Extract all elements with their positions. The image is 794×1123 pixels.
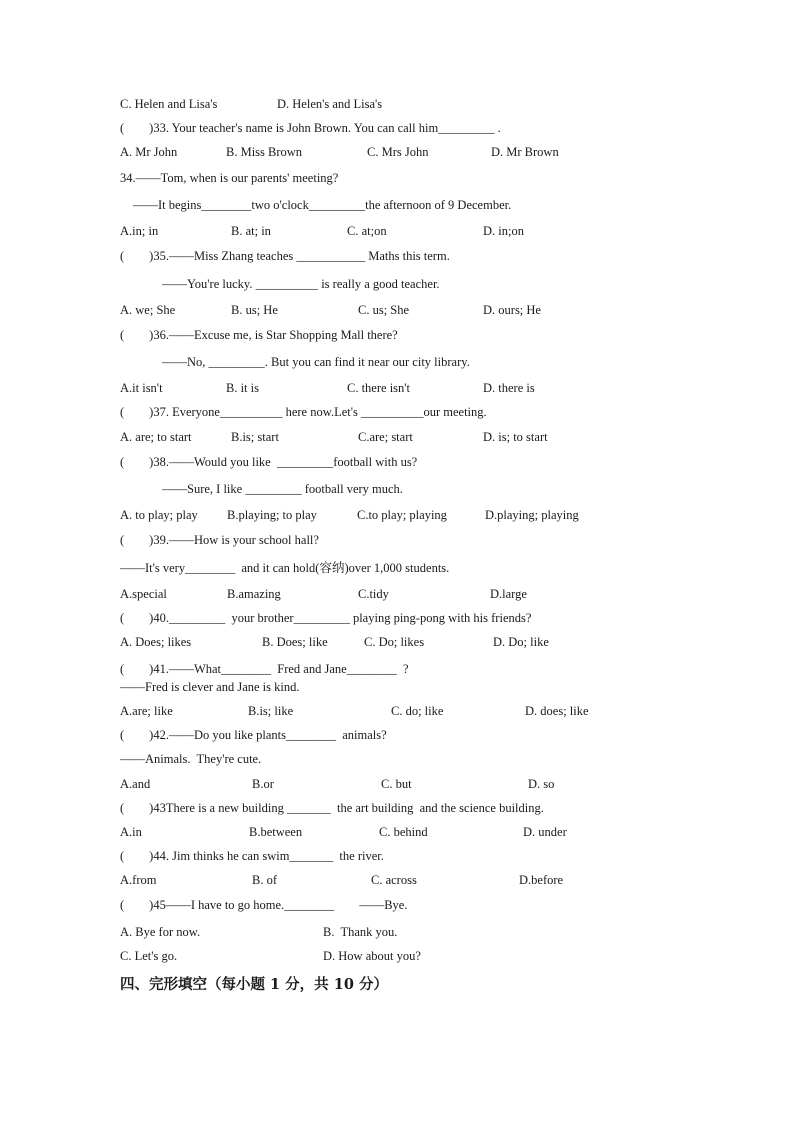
question-text: ——Animals. They're cute.	[120, 752, 262, 766]
answer-option: D. Mr Brown	[491, 145, 559, 159]
answer-option: D. does; like	[525, 704, 589, 718]
answer-option: A.in; in	[120, 224, 159, 238]
answer-option: B.amazing	[227, 587, 281, 601]
answer-option: D.before	[519, 873, 564, 887]
question-text: ( )44. Jim thinks he can swim_______ the river.	[120, 849, 384, 863]
question-text: 34.——Tom, when is our parents' meeting?	[120, 171, 339, 185]
answer-option: D. ours; He	[483, 303, 541, 317]
answer-option: C. across	[371, 873, 417, 887]
question-text: ( )39.——How is your school hall?	[120, 533, 319, 547]
answer-option: B. us; He	[231, 303, 278, 317]
answer-option: A. Mr John	[120, 145, 178, 159]
answer-option: D.large	[490, 587, 527, 601]
answer-option: B.between	[249, 825, 303, 839]
answer-option: D. Helen's and Lisa's	[277, 97, 383, 111]
answer-option: D. so	[528, 777, 555, 791]
answer-option: C.tidy	[358, 587, 389, 601]
answer-option: A.from	[120, 873, 157, 887]
question-text: ——You're lucky. __________ is really a good teacher.	[162, 277, 440, 291]
answer-option: A. are; to start	[120, 430, 192, 444]
answer-option: B. of	[252, 873, 277, 887]
answer-option: C. but	[381, 777, 412, 791]
answer-option: D. is; to start	[483, 430, 548, 444]
answer-option: A. Bye for now.	[120, 925, 201, 939]
answer-option: B. at; in	[231, 224, 271, 238]
answer-option: C.are; start	[358, 430, 413, 444]
answer-option: D. under	[523, 825, 567, 839]
answer-option: C. us; She	[358, 303, 410, 317]
answer-option: B.is; like	[248, 704, 294, 718]
answer-option: A.special	[120, 587, 167, 601]
answer-option: C. Do; likes	[364, 635, 425, 649]
answer-option: D.playing; playing	[485, 508, 579, 522]
answer-option: C. do; like	[391, 704, 444, 718]
answer-option: B.or	[252, 777, 274, 791]
answer-option: C. behind	[379, 825, 428, 839]
answer-option: B.playing; to play	[227, 508, 317, 522]
answer-option: A. Does; likes	[120, 635, 192, 649]
question-text: ( )33. Your teacher's name is John Brown. You can call him_________ .	[120, 121, 501, 135]
answer-option: B. Miss Brown	[226, 145, 303, 159]
question-text: ( )45——I have to go home.________ ——Bye.	[120, 898, 408, 912]
answer-option: C. Let's go.	[120, 949, 178, 963]
answer-option: C. at;on	[347, 224, 387, 238]
answer-option: B.is; start	[231, 430, 279, 444]
answer-option: C.to play; playing	[357, 508, 447, 522]
answer-option: D. Do; like	[493, 635, 549, 649]
answer-option: A.are; like	[120, 704, 173, 718]
question-text: ——No, _________. But you can find it near our city library.	[162, 355, 470, 369]
answer-option: B. it is	[226, 381, 259, 395]
answer-option: C. there isn't	[347, 381, 411, 395]
question-text: ( )37. Everyone__________ here now.Let's __________our meeting.	[120, 405, 487, 419]
answer-option: C. Helen and Lisa's	[120, 97, 218, 111]
question-text: ——It begins________two o'clock_________the afternoon of 9 December.	[133, 198, 512, 212]
question-text: ( )36.——Excuse me, is Star Shopping Mall there?	[120, 328, 398, 342]
answer-option: B. Thank you.	[323, 925, 398, 939]
question-text: ( )41.——What________ Fred and Jane________ ?	[120, 662, 409, 676]
answer-option: D. How about you?	[323, 949, 421, 963]
answer-option: B. Does; like	[262, 635, 328, 649]
answer-option: A. we; She	[120, 303, 176, 317]
question-text: ( )43There is a new building _______ the art building and the science building.	[120, 801, 544, 815]
question-text: ——Sure, I like _________ football very much.	[162, 482, 403, 496]
answer-option: C. Mrs John	[367, 145, 429, 159]
section-title: 四、完形填空（每小题 1 分，共 10 分）	[120, 976, 388, 993]
question-text: ( )42.——Do you like plants________ animals?	[120, 728, 387, 742]
question-text: ——It's very________ and it can hold(容纳)over 1,000 students.	[120, 561, 450, 575]
answer-option: A. to play; play	[120, 508, 198, 522]
answer-option: A.in	[120, 825, 142, 839]
question-text: ( )35.——Miss Zhang teaches ___________ Maths this term.	[120, 249, 450, 263]
question-text: ( )38.——Would you like _________football with us?	[120, 455, 418, 469]
answer-option: D. there is	[483, 381, 535, 395]
answer-option: A.and	[120, 777, 151, 791]
answer-option: D. in;on	[483, 224, 524, 238]
question-text: ( )40._________ your brother_________ playing ping-pong with his friends?	[120, 611, 532, 625]
answer-option: A.it isn't	[120, 381, 163, 395]
question-text: ——Fred is clever and Jane is kind.	[120, 680, 300, 694]
